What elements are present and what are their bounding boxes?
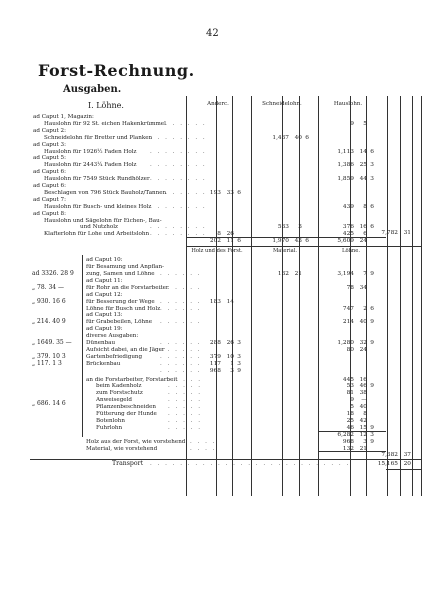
subtotal-value-int: 5,609 — [337, 238, 354, 245]
ledger-value-pf: 9 — [370, 271, 374, 277]
transport-value-int: 15,165 — [377, 461, 398, 468]
dot-leader: . . . . . . — [160, 367, 202, 374]
sum-rule — [30, 459, 421, 460]
ledger-value-int: 80 — [346, 346, 354, 353]
column-rule — [299, 96, 300, 496]
ledger-value-sch: 40 — [294, 134, 302, 141]
ledger-value-sch: 8 — [363, 203, 367, 210]
ledger-value-int: 1,859 — [337, 176, 354, 183]
ledger-value-sch: 44 — [359, 176, 367, 183]
column-rule — [421, 96, 422, 496]
dot-leader: . . . . . . . . — [150, 120, 207, 127]
dot-leader: . . . . . . . . — [150, 203, 207, 210]
ledger-value-int: 78 — [346, 284, 354, 291]
sum-rule — [186, 246, 421, 247]
subtotal-value-sch: 43 — [294, 238, 302, 245]
ledger-value-int: 8 — [217, 231, 221, 238]
dot-leader: . . . . . . . . — [150, 134, 207, 141]
ledger-value-int: 193 — [209, 189, 221, 196]
dot-leader: . . . . . . — [160, 360, 202, 367]
dot-leader: . . . . . — [168, 383, 203, 390]
ledger-value-sch: 26 — [226, 340, 234, 346]
dot-leader: . . . . . . . . — [150, 148, 207, 155]
ledger-value-sch: 5 — [363, 120, 367, 127]
ledger-row-label: Botenlohn — [96, 417, 126, 424]
ledger-value-sch: 8 — [363, 411, 367, 417]
ledger-row-label: Hauslohn für 92 St. eichen Hakenkrümmel — [44, 120, 166, 127]
column-head-2: Hauslohn. — [333, 101, 363, 107]
subtotal-value-int: 1,970 — [272, 238, 289, 245]
ledger-row-label: Pflanzenbeschneiden — [96, 404, 156, 411]
ledger-row-label: Schneidelohn für Bretter und Planken — [44, 134, 153, 141]
subtotal-value-sch: 12 — [359, 431, 367, 438]
dot-leader: . . . . . — [168, 417, 203, 424]
ledger-row-label: ad Caput 19: — [86, 326, 123, 333]
ledger-row-label: Löhne für Busch und Holz — [86, 305, 161, 312]
grand-value-sch: 31 — [403, 230, 411, 237]
ledger-value-sch: 26 — [226, 231, 234, 238]
sum-rule — [386, 469, 421, 470]
dot-leader: . . . . . — [168, 404, 203, 411]
ledger-value-sch: 1 — [230, 360, 234, 367]
subtotal-value-int: 6,282 — [337, 431, 354, 438]
ledger-value-sch: 38 — [359, 390, 367, 397]
ledger-row-label: für Besamung und Anpflan- — [86, 264, 164, 271]
ledger-row-label: für Rohr an die Forstarbeiter — [86, 284, 169, 291]
left-margin-amount: „ 686. 14 6 — [32, 399, 66, 407]
dot-leader: . . . . — [190, 438, 217, 445]
ledger-value-int: 968 — [209, 367, 221, 374]
ledger-value-int: 46 — [346, 424, 354, 431]
transport-label: Transport — [112, 460, 144, 468]
ledger-row-label: ad Caput 6: — [33, 183, 66, 189]
subtotal-value-pf: 6 — [305, 238, 309, 245]
ledger-value-sch: 34 — [359, 284, 367, 291]
dot-leader: . . . . . — [168, 390, 203, 397]
ledger-value-pf: 3 — [237, 340, 241, 346]
subtotal-value-sch: 11 — [226, 238, 234, 245]
ledger-value-pf: 9 — [370, 340, 374, 346]
ledger-value-sch: 21 — [294, 271, 302, 277]
ledger-row-label: für Besserung der Wege — [86, 298, 155, 305]
ledger-row-label: Beschlagen von 796 Stück Bauholz/Tannen — [44, 189, 167, 196]
subtotal-value-pf: 6 — [237, 238, 241, 245]
page-number: 42 — [206, 28, 219, 39]
ledger-value-sch: 10 — [226, 353, 234, 360]
ledger-row-label: ad Caput 3: — [33, 141, 66, 148]
ledger-row-label: ad Caput 6: — [33, 169, 66, 176]
section-subtitle: Ausgaben. — [63, 84, 122, 95]
column-rule — [412, 96, 413, 496]
ledger-row-label: an die Forstarbeiter, Forstarbeit — [86, 376, 178, 383]
column-rule — [282, 96, 283, 496]
ledger-row-label: Hauslohn und Sägelohn für Eichen-, Bau- — [44, 217, 162, 224]
ledger-value-sch: 3 — [298, 224, 302, 231]
subtotal-value-pf: 3 — [370, 431, 374, 438]
ledger-row-label: und Nutzholz — [80, 224, 118, 231]
bracket-rule — [82, 255, 83, 377]
ledger-value-sch: 15 — [359, 424, 367, 431]
ledger-value-int: 425 — [342, 231, 354, 238]
ledger-value-int: 53 — [346, 383, 354, 390]
ledger-value-pf: 9 — [370, 438, 374, 445]
ledger-value-sch: 7 — [363, 271, 367, 277]
ledger-value-int: 214 — [342, 319, 354, 326]
ledger-value-int: 9 — [350, 120, 354, 127]
ledger-value-sch: 14 — [359, 148, 367, 155]
transport-value-sch: 20 — [403, 461, 411, 468]
ledger-row-label: zum Forstschutz — [96, 390, 143, 397]
grand-value-sch: 37 — [403, 452, 411, 459]
ledger-value-int: 132 — [277, 271, 289, 277]
subtotal-value-int: 202 — [209, 238, 221, 245]
dot-leader: . . . . . . — [160, 305, 202, 312]
ledger-value-int: 968 — [342, 438, 354, 445]
ledger-row-label: Hauslohn für 1926½ Faden Holz — [44, 148, 137, 155]
column-rule — [232, 96, 233, 496]
column-head2-2: Löhne. — [342, 248, 360, 255]
column-head-1: Schneidelohn. — [262, 101, 302, 107]
left-margin-amount: „ 1649. 35 — — [32, 339, 72, 346]
ledger-value-int: 288 — [209, 340, 221, 346]
ledger-row-label: Klafterlohn für Lohe und Arbeitslohn — [44, 231, 150, 238]
ledger-row-label: Hauslohn für 7549 Stück Rundhölzer — [44, 176, 150, 183]
ledger-value-sch: 16 — [359, 376, 367, 383]
bracket-rule — [82, 375, 83, 437]
dot-leader: . . . . . . — [160, 353, 202, 360]
ledger-value-int: 376 — [342, 224, 354, 231]
ledger-row-label: Brückenbau — [86, 360, 121, 367]
ledger-value-int: 117 — [209, 360, 221, 367]
ledger-row-label: Fuhrlohn — [96, 424, 123, 431]
ledger-value-sch: — — [361, 397, 367, 404]
dot-leader: . . . . . . . . — [150, 231, 207, 238]
left-margin-amount: „ 117. 1 3 — [32, 359, 62, 367]
ledger-value-int: 1,280 — [337, 340, 354, 346]
dot-leader: . . . . . — [168, 397, 203, 404]
ledger-value-int: 439 — [342, 203, 354, 210]
ledger-row-label: ad Caput 2: — [33, 127, 66, 134]
left-margin-amount: „ 78. 34 — — [32, 283, 65, 291]
ledger-row-label: Material, wie vorstehend — [86, 445, 158, 452]
ledger-row-label: Dünenbau — [86, 340, 116, 346]
ledger-row-label: ad Caput 11: — [86, 277, 123, 284]
dot-leader: . . . . . . . . — [150, 176, 207, 183]
ledger-value-int: 379 — [209, 353, 221, 360]
ledger-value-sch: 14 — [226, 298, 234, 305]
column-head2-0: Holz und des Forst. — [191, 248, 243, 255]
ledger-value-pf: 6 — [370, 305, 374, 312]
ledger-row-label: Fütterung der Hunde — [96, 411, 157, 417]
ledger-value-sch: 3 — [363, 438, 367, 445]
dot-leader: . . . . . . — [160, 271, 202, 277]
ledger-value-pf: 9 — [370, 383, 374, 390]
ledger-row-label: Hauslohn für 2443¼ Faden Holz — [44, 162, 137, 169]
ledger-value-pf: 9 — [237, 367, 241, 374]
ledger-value-int: 18 — [346, 411, 354, 417]
ledger-value-sch: 25 — [359, 162, 367, 169]
dot-leader: . . . . . . — [160, 284, 202, 291]
ledger-value-sch: 21 — [359, 445, 367, 452]
ledger-row-label: ad Caput 10: — [86, 257, 123, 264]
ledger-value-int: 183 — [209, 298, 221, 305]
ledger-value-int: 3,194 — [337, 271, 354, 277]
page-title: Forst-Rechnung. — [38, 61, 195, 80]
ledger-value-pf: 6 — [237, 189, 241, 196]
left-margin-amount: „ 214. 40 9 — [32, 318, 66, 326]
dot-leader: . . . . . — [168, 411, 203, 417]
dot-leader: . . . . . . — [160, 340, 202, 346]
dot-leader: . . . . . . . . — [150, 189, 207, 196]
ledger-row-label: Holz aus der Forst, wie vorstehend — [86, 438, 186, 445]
ledger-value-int: 1,437 — [272, 134, 289, 141]
ledger-value-pf: 3 — [237, 353, 241, 360]
dot-leader: . . . . — [190, 445, 217, 452]
column-head2-1: Material. — [272, 248, 298, 255]
ledger-value-int: 747 — [342, 305, 354, 312]
ledger-value-sch: 16 — [359, 224, 367, 231]
ledger-value-int: 5 — [350, 404, 354, 411]
ledger-row-label: diverse Ausgaben: — [86, 333, 139, 340]
left-margin-amount: „ 930. 16 6 — [32, 297, 66, 305]
grand-value-int: 7,782 — [381, 230, 398, 237]
column-head-0: Anderc. — [207, 101, 229, 107]
left-margin-amount: „ 379. 10 3 — [32, 352, 66, 360]
column-rule — [387, 96, 388, 496]
ledger-row-label: Anweisegeld — [96, 397, 132, 404]
ledger-value-pf: 9 — [370, 319, 374, 326]
ledger-value-int: 1,113 — [337, 148, 354, 155]
ledger-value-sch: 2 — [363, 305, 367, 312]
ledger-value-sch: 3 — [230, 367, 234, 374]
dot-leader: . . . . . — [168, 376, 203, 383]
ledger-row-label: zung, Samen und Löhne — [86, 271, 155, 277]
dot-leader: . . . . . . . . — [150, 162, 207, 169]
ledger-row-label: ad Caput 12: — [86, 291, 123, 298]
subtotal-value-sch: 24 — [359, 238, 367, 245]
section-heading: I. Löhne. — [88, 101, 124, 110]
ledger-value-sch: 40 — [359, 404, 367, 411]
dot-leader: . . . . . — [168, 424, 203, 431]
column-rule — [216, 96, 217, 496]
column-rule — [186, 96, 187, 496]
ledger-value-int: 132 — [342, 445, 354, 452]
ledger-value-pf: 6 — [370, 148, 374, 155]
ledger-value-sch: 40 — [359, 319, 367, 326]
ledger-row-label: ad Caput 1, Magazin: — [33, 114, 94, 120]
ledger-value-pf: 6 — [370, 203, 374, 210]
dot-leader: . . . . . . . . — [150, 224, 207, 231]
ledger-value-int: 81 — [346, 390, 354, 397]
ledger-row-label: Gartenbefriedigung — [86, 353, 143, 360]
ledger-value-pf: 9 — [370, 424, 374, 431]
ledger-value-int: 1,386 — [337, 162, 354, 169]
ledger-row-label: ad Caput 13: — [86, 312, 123, 319]
ledger-value-pf: 3 — [370, 162, 374, 169]
column-rule — [400, 96, 401, 496]
ledger-value-pf: 6 — [305, 134, 309, 141]
ledger-row-label: ad Caput 5: — [33, 155, 66, 162]
dot-leader: . . . . . . — [160, 346, 202, 353]
dot-leader: . . . . . . — [160, 298, 202, 305]
dot-leader: . . . . . . . . . . . . . . . . . . . . . . . . . . . — [150, 461, 351, 468]
ledger-value-int: 9 — [350, 397, 354, 404]
dot-leader: . . . . . . — [160, 319, 202, 326]
column-rule — [251, 96, 252, 496]
ledger-row-label: Aufsicht dabei, an die Jäger — [86, 346, 165, 353]
ledger-value-sch: 24 — [359, 346, 367, 353]
ledger-value-sch: 42 — [359, 417, 367, 424]
ledger-row-label: ad Caput 8: — [33, 210, 66, 217]
left-margin-amount: ad 3326. 28 9 — [32, 270, 74, 277]
ledger-value-pf: 6 — [370, 224, 374, 231]
ledger-row-label: beim Kadenholz — [96, 383, 142, 390]
ledger-value-int: 25 — [346, 417, 354, 424]
ledger-value-int: 533 — [277, 224, 289, 231]
ledger-value-pf: 3 — [370, 176, 374, 183]
ledger-value-sch: 46 — [359, 383, 367, 390]
ledger-value-sch: 33 — [226, 189, 234, 196]
ledger-row-label: Hauslohn für Busch- und kleines Holz — [44, 203, 152, 210]
grand-value-int: 7,382 — [381, 452, 398, 459]
ledger-value-sch: 32 — [359, 340, 367, 346]
ledger-value-sch: 6 — [363, 231, 367, 238]
ledger-value-int: 445 — [342, 376, 354, 383]
ledger-value-pf: 3 — [237, 360, 241, 367]
ledger-row-label: für Grabebeilen, Löhne — [86, 319, 153, 326]
ledger-row-label: ad Caput 7: — [33, 196, 66, 203]
